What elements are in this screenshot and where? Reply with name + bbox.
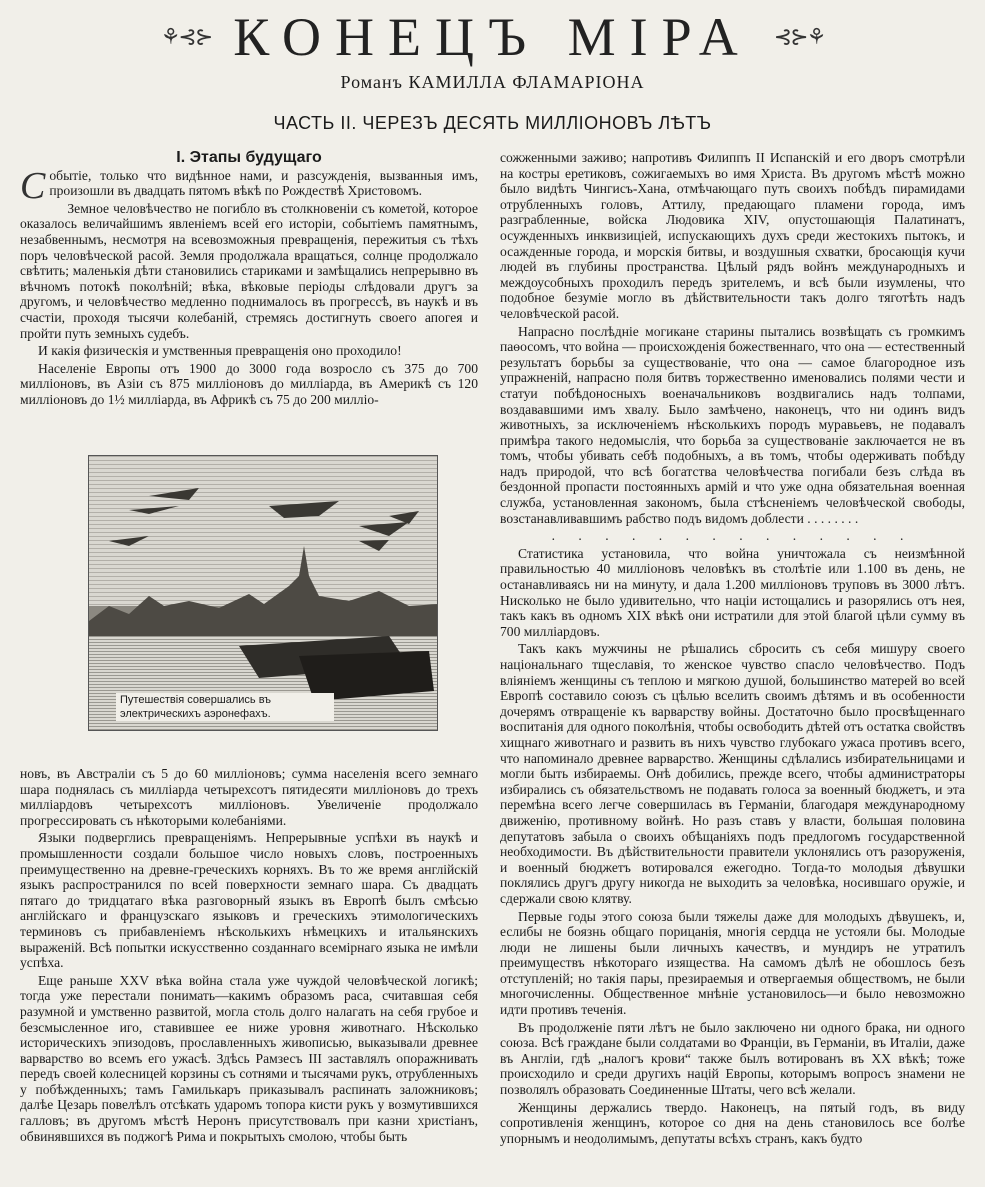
paragraph bbox=[20, 164, 478, 207]
paragraph: Земное человѣчество не погибло въ столкновеніи съ кометой, которое оказалось величайшимъ явленіемъ всей его исторіи, событіемъ памятнымъ, незабвеннымъ, несмотря на всевозможныя превращенія, пережитыя съ тѣхъ поръ человѣческой расой. Земля продолжала вращаться, солнце продолжало свѣтить; маленькія дѣти становились стариками и замѣщались непрерывно въ вѣчномъ потокѣ поколѣній; вѣка, вѣковые періоды слѣдовали другъ за другомъ, и человѣчество медленно поднималось въ прогрессѣ, въ наукѣ и въ счастіи, проходя тысячи колебаній, стремясь достигнуть своего апогея и пройти путь земныхъ судебъ. bbox=[20, 200, 478, 341]
left-column-bottom bbox=[20, 766, 478, 1146]
left-ornament-icon: ⚘⊰⊱ bbox=[160, 24, 212, 50]
right-column bbox=[500, 150, 965, 1148]
figure-caption: Путешествія совершались въ электрическихъ аэронефахъ. bbox=[116, 693, 334, 721]
title-row bbox=[0, 6, 985, 68]
paragraph: сожженными заживо; напротивъ Филиппъ II Испанскій и его дворъ смотрѣли на костры еретиковъ, сожигаемыхъ во имя Христа. Въ другомъ мѣстѣ можно было видѣть Чингисъ-Хана, отмѣчающаго путь своихъ побѣдъ пирамидами отрубленныхъ головъ, Аттилу, предающаго пламени города, имъ разграбленные, войска Людовика XIV, опустошающія Палатинатъ, осужденныхъ инквизиціей, испускающихъ духъ среди жестокихъ пытокъ, и осажденные города, и морскія битвы, и воздушныя схватки, бросающія кучи людей въ глубины пространства. Цѣлый рядъ войнъ международныхъ и междоусобныхъ проходилъ передъ зрителемъ, и всѣ были изумлены, что подобное безуміе могло въ дѣйствительности такъ долго тяготѣть надъ человѣческой расой. bbox=[500, 150, 965, 321]
left-column-top bbox=[20, 150, 478, 410]
paragraph: Женщины держались твердо. Наконецъ, на пятый годъ, въ виду сопротивленія женщинъ, которое со дня на день становилось все болѣе упорнымъ и неодолимымъ, депутаты всѣхъ странъ, какъ будто bbox=[500, 1099, 965, 1146]
paragraph: новъ, въ Австраліи съ 5 до 60 милліоновъ; сумма населенія всего земнаго шара поднялась съ милліарда четырехсотъ пятидесяти милліоновъ до трехъ милліардовъ четырехсотъ милліоновъ. Увеличеніе продолжало прогрессировать съ нѣкоторыми колебаніями. bbox=[20, 766, 478, 828]
byline: Романъ КАМИЛЛА ФЛАМАРІОНА bbox=[340, 72, 645, 92]
paragraph: Еще раньше XXV вѣка война стала уже чуждой человѣческой логикѣ; тогда уже перестали понимать—какимъ образомъ раса, считавшая себя разумной и умственно развитой, могла столь долго налагать на себя грубое и безсмысленное иго, ставившее ее ниже уровня животнаго. Нѣсколько историческихъ эпизодовъ, прославленныхъ живописью, выказывали древнее варварство во всемъ его ужасѣ. Здѣсь Рамзесъ III заставлялъ опоражнивать передъ своей колесницей корзины съ сотнями и тысячами рукъ, отрубленныхъ у побѣжденныхъ; тамъ Гамилькаръ приказывалъ распинать заложниковъ; далѣе Цезарь повелѣлъ отсѣкать ударомъ топора кисти рукъ у возмутившихся галловъ; въ другомъ мѣстѣ Неронъ присутствовалъ при казни христіанъ, обвинявшихся въ поджогѣ Рима и покрытыхъ смолою, чтобы быть bbox=[20, 972, 478, 1144]
paragraph-text: обытіе, только что видѣнное нами, и разсужденія, вызванныя имъ, произошли въ двадцать пятомъ вѣкѣ по Рождествѣ Христовомъ. bbox=[49, 167, 478, 199]
paragraph: Населеніе Европы отъ 1900 до 3000 года возросло съ 375 до 700 милліоновъ, въ Азіи съ 875 милліоновъ до милліарда, въ Америкѣ съ 120 милліоновъ до 1½ милліарда, въ Африкѣ съ 75 до 200 милліо- bbox=[20, 360, 478, 407]
paragraph: Напрасно послѣдніе могикане старины пытались возвѣщать съ громкимъ паѳосомъ, что война — происхожденія божественнаго, что она — естественный результатъ борьбы за существованіе, что она — самое благородное изъ упражненій, напрасно поля битвъ торжественно именовались полями чести и статуи побѣдоносныхъ военачальниковъ воздвигались надъ толпами, воздававшими имъ хвалу. Было замѣчено, наконецъ, что ни одинъ видъ животныхъ, за исключеніемъ нѣсколькихъ породъ муравьевъ, не подавалъ примѣра такого недомыслія, что борьба за существованіе заключается не въ томъ, чтобы убивать себѣ подобныхъ, а въ томъ, чтобы одерживать побѣду надъ природой, что всѣ богатства человѣчества погибали безъ слѣда въ бездонной пропасти постоянныхъ армій и что уже одна обязательная военная служба, установленная закономъ, была стѣсненіемъ человѣческой свободы, возстанавливавшимъ рабство подъ видомъ доблести . . . . . . . . bbox=[500, 323, 965, 526]
paragraph: Такъ какъ мужчины не рѣшались сбросить съ себя мишуру своего національнаго тщеславія, то женское чувство спасло человѣчество. Подъ вліяніемъ женщины съ теплою и мягкою душой, большинство матерей во всей Европѣ составило союзъ съ цѣлью вселить своимъ дѣтямъ и въ особенности дочерямъ отвращеніе къ варварству войны. Достаточно было просвѣщеннаго воспитанія для одного поколѣнія, чтобы освободить дѣтей отъ остатка свойствъ хищнаго животнаго и развить въ нихъ чувство глубокаго ужаса противъ всего, что напоминало древнее варварство. Женщины сдѣлались избирательницами и могли быть избираемы. Онѣ добились, прежде всего, чтобы администраторы избирались съ обязательствомъ не подавать голоса за военный бюджетъ, и эта перемѣна всего легче совершилась въ Германіи, благодаря международному движенію, противному войнѣ. Но разъ ставъ у власти, большая половина депутатовъ забыла о своихъ обѣщаніяхъ подъ предлогомъ государственной необходимости. Въ дѣйствительности правители уклонялись отъ разоруженія, и военный бюджетъ вотировался ежегодно. Тогда-то молодыя дѣвушки поклялись другъ другу никогда не выходить за человѣка, носившаго оружіе, и сдержали свою клятву. bbox=[500, 641, 965, 906]
paragraph: Первые годы этого союза были тяжелы даже для молодыхъ дѣвушекъ, и, еслибы не боязнь общаго порицанія, многія сердца не устояли бы. Молодые люди не лишены были личныхъ качествъ, и мундиръ не утратилъ преимуществъ нѣкотораго изящества. На самомъ дѣлѣ не обошлось безъ отступленій; но такія пары, презираемыя и отвергаемыя обществомъ, не были многочисленны. Общественное мнѣніе установилось—и было невозможно идти противъ теченія. bbox=[500, 908, 965, 1018]
airship-city-engraving bbox=[89, 456, 438, 731]
paragraph: Языки подверглись превращеніямъ. Непрерывные успѣхи въ наукѣ и промышленности создали большое число новыхъ словъ, построенныхъ преимущественно на древне-греческихъ корняхъ. Въ то же время англійскій языкъ распространился по всей поверхности земнаго шара. Съ двадцать пятаго до тридцатаго вѣка разговорный языкъ въ Европѣ былъ смѣсью англійскаго и французскаго языковъ и греческихъ этимологическихъ терминовъ съ прибавленіемъ нѣсколькихъ нѣмецкихъ и итальянскихъ выраженій. Всѣ попытки искусственно созданнаго всемірнаго языка не имѣли успѣха. bbox=[20, 830, 478, 971]
chapter-heading: I. Этапы будущаго bbox=[176, 149, 322, 166]
illustration bbox=[88, 455, 438, 745]
paragraph: Статистика установила, что война уничтожала съ неизмѣнной правильностью 40 милліоновъ человѣкъ въ столѣтіе или 1.100 въ день, не останавливаясь ни на минуту, и дала 1.200 милліоновъ труповъ въ 3000 лѣтъ. Нисколько не было удивительно, что націи истощались и разорялись отъ нея, такъ какъ въ одномъ XIX вѣкѣ они истратили для этой благой цѣли сумму въ 700 милліардовъ. bbox=[500, 545, 965, 639]
section-separator: . . . . . . . . . . . . . . bbox=[551, 528, 914, 544]
right-ornament-icon: ⊰⊱⚘ bbox=[773, 24, 825, 50]
paragraph: Въ продолженіе пяти лѣтъ не было заключено ни одного брака, ни одного союза. Всѣ граждане были солдатами во Франціи, въ Германіи, въ Италіи, даже въ Англіи, гдѣ „налогъ крови“ также былъ вотированъ въ XX вѣкѣ; тоже происходило и среди другихъ націй Европы, которымъ вопросъ знамени не позволялъ образовать Соединенные Штаты, чего всѣ желали. bbox=[500, 1019, 965, 1098]
drop-cap: С bbox=[20, 164, 46, 207]
paragraph: И какія физическія и умственныя превращенія оно проходило! bbox=[38, 343, 402, 359]
page-header bbox=[0, 0, 985, 150]
page-title: КОНЕЦЪ МІРА bbox=[233, 7, 752, 67]
part-heading: ЧАСТЬ II. ЧЕРЕЗЪ ДЕСЯТЬ МИЛЛІОНОВЪ ЛѢТЪ bbox=[273, 113, 712, 133]
engraving-image bbox=[88, 455, 438, 731]
